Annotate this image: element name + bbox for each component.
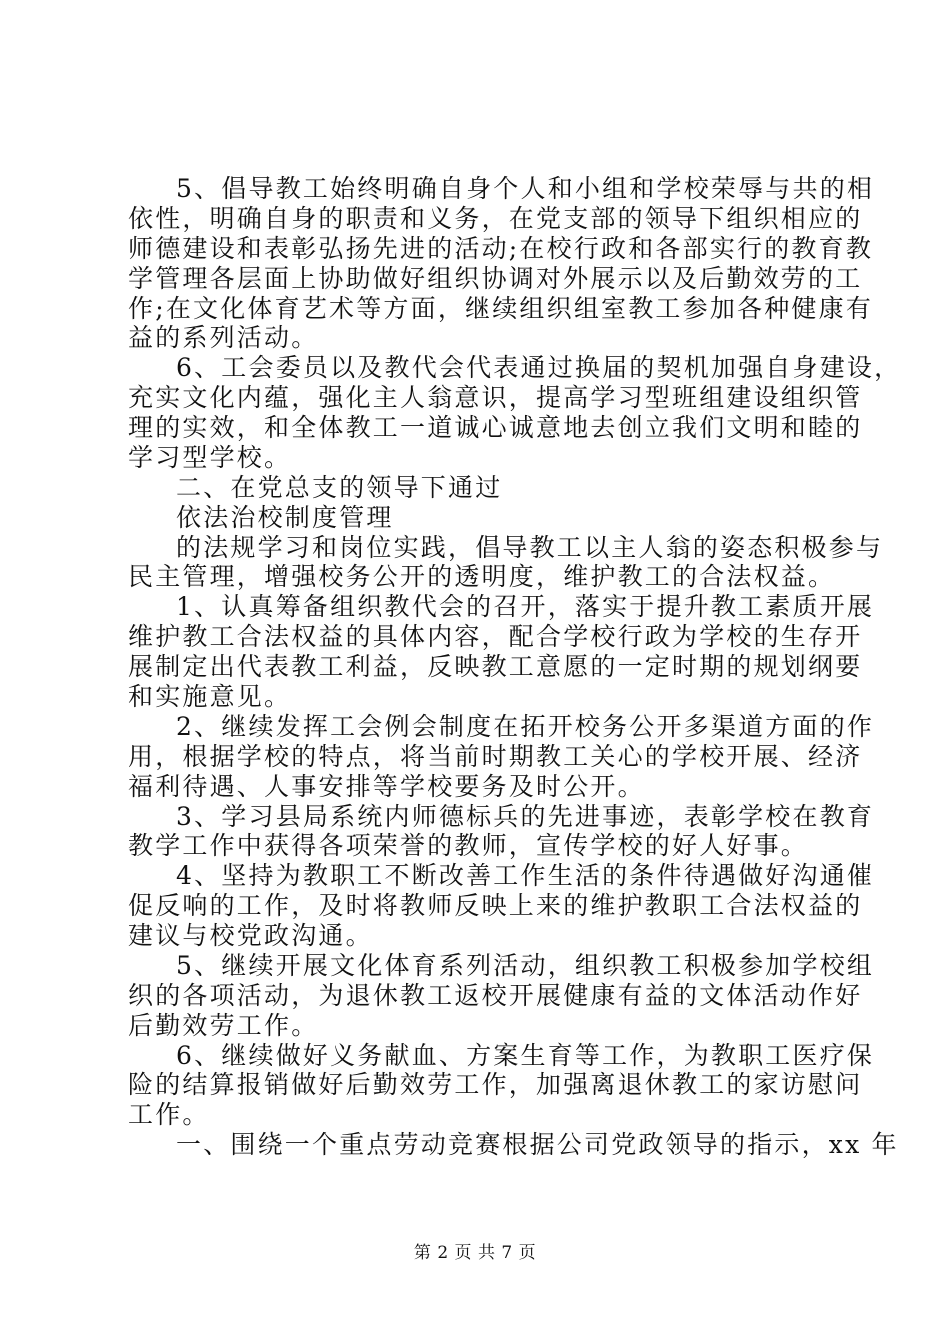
paragraph-6-line-4: 学习型学校。: [128, 442, 292, 472]
item-4-line-2: 促反响的工作，及时将教师反映上来的维护教职工合法权益的: [128, 891, 863, 921]
section-heading-2: 二、在党总支的领导下通过: [176, 472, 503, 502]
paragraph-6-line-1: 6、工会委员以及教代会代表通过换届的契机加强自身建设，: [176, 353, 902, 383]
item-1-line-1: 1、认真筹备组织教代会的召开，落实于提升教工素质开展: [176, 592, 875, 622]
item-2-line-2: 用，根据学校的特点，将当前时期教工关心的学校开展、经济: [128, 741, 863, 771]
item-5-line-2: 织的各项活动，为退休教工返校开展健康有益的文体活动作好: [128, 980, 863, 1010]
item-1-line-3: 展制定出代表教工利益，反映教工意愿的一定时期的规划纲要: [128, 652, 863, 682]
section-intro-line-2: 民主管理，增强校务公开的透明度，维护教工的合法权益。: [128, 562, 836, 592]
item-3-line-2: 教学工作中获得各项荣誉的教师，宣传学校的好人好事。: [128, 831, 809, 861]
item-2-line-3: 福利待遇、人事安排等学校要务及时公开。: [128, 771, 645, 801]
item-5-line-3: 后勤效劳工作。: [128, 1010, 319, 1040]
paragraph-5-line-1: 5、倡导教工始终明确自身个人和小组和学校荣辱与共的相: [176, 174, 875, 203]
paragraph-5-line-5: 作;在文化体育艺术等方面，继续组织组室教工参加各种健康有: [128, 293, 874, 323]
item-6-line-1: 6、继续做好义务献血、方案生育等工作，为教职工医疗保: [176, 1040, 875, 1070]
section-subheading: 依法治校制度管理: [176, 502, 394, 532]
paragraph-5-line-3: 师德建设和表彰弘扬先进的活动;在校行政和各部实行的教育教: [128, 233, 874, 263]
paragraph-6-line-2: 充实文化内蕴，强化主人翁意识，提高学习型班组建设组织管: [128, 383, 863, 413]
next-section-line-1: 一、围绕一个重点劳动竞赛根据公司党政领导的指示，xx 年: [176, 1130, 899, 1160]
section-intro-line-1: 的法规学习和岗位实践，倡导教工以主人翁的姿态积极参与: [176, 532, 884, 562]
item-1-line-4: 和实施意见。: [128, 681, 292, 711]
item-4-line-1: 4、坚持为教职工不断改善工作生活的条件待遇做好沟通催: [176, 861, 875, 891]
item-1-line-2: 维护教工合法权益的具体内容，配合学校行政为学校的生存开: [128, 622, 863, 652]
item-6-line-2: 险的结算报销做好后勤效劳工作，加强离退休教工的家访慰问: [128, 1070, 863, 1100]
item-5-line-1: 5、继续开展文化体育系列活动，组织教工积极参加学校组: [176, 950, 875, 980]
paragraph-5-line-2: 依性，明确自身的职责和义务，在党支部的领导下组织相应的: [128, 203, 863, 233]
item-3-line-1: 3、学习县局系统内师德标兵的先进事迹，表彰学校在教育: [176, 801, 875, 831]
item-4-line-3: 建议与校党政沟通。: [128, 921, 373, 950]
item-2-line-1: 2、继续发挥工会例会制度在拓开校务公开多渠道方面的作: [176, 711, 875, 741]
paragraph-5-line-6: 益的系列活动。: [128, 323, 319, 353]
paragraph-6-line-3: 理的实效，和全体教工一道诚心诚意地去创立我们文明和睦的: [128, 413, 863, 442]
item-6-line-3: 工作。: [128, 1100, 210, 1130]
paragraph-5-line-4: 学管理各层面上协助做好组织协调对外展示以及后勤效劳的工: [128, 263, 863, 293]
page-number-footer: 第 2 页 共 7 页: [413, 1243, 537, 1263]
